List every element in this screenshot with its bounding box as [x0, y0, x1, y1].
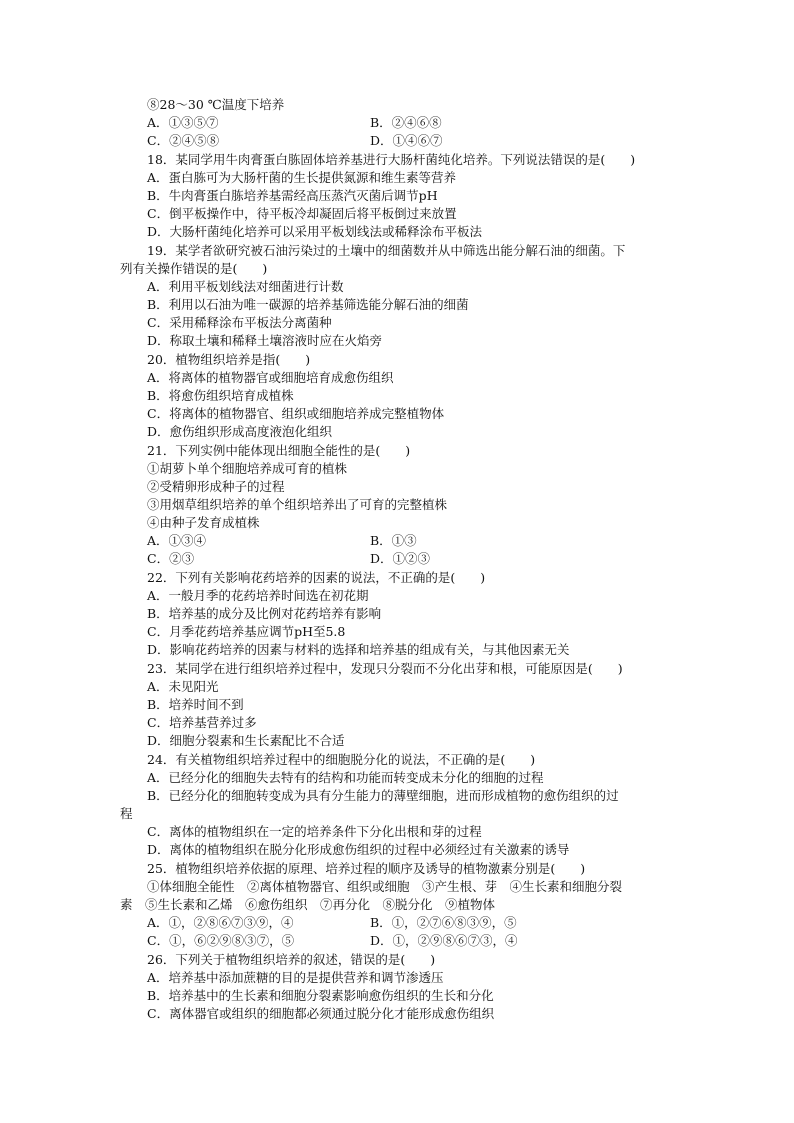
- question-26: 26．下列关于植物组织培养的叙述，错误的是( ): [147, 952, 436, 967]
- question-24: 24．有关植物组织培养过程中的细胞脱分化的说法，不正确的是( ): [147, 752, 536, 767]
- question-19-continued: 列有关操作错误的是( ): [120, 261, 268, 276]
- question-18: 18．某同学用牛肉膏蛋白胨固体培养基进行大肠杆菌纯化培养。下列说法错误的是( ): [147, 152, 636, 167]
- option-b: B．利用以石油为唯一碳源的培养基筛选能分解石油的细菌: [147, 297, 469, 312]
- option-b: B．将愈伤组织培育成植株: [147, 388, 294, 403]
- statement-1: ①胡萝卜单个细胞培养成可育的植株: [147, 461, 348, 476]
- option-c: C．倒平板操作中，待平板冷却凝固后将平板倒过来放置: [147, 206, 457, 221]
- option-d: D．①，②⑨⑧⑥⑦③，④: [370, 933, 518, 948]
- option-a: A．①③④: [147, 533, 207, 548]
- question-22: 22．下列有关影响花药培养的因素的说法，不正确的是( ): [147, 570, 486, 585]
- option-b: B．牛肉膏蛋白胨培养基需经高压蒸汽灭菌后调节pH: [147, 188, 438, 203]
- question-19: 19．某学者欲研究被石油污染过的土壤中的细菌数并从中筛选出能分解石油的细菌。下: [147, 243, 626, 258]
- option-c: C．培养基营养过多: [147, 715, 257, 730]
- option-b: B．①，②⑦⑥⑧③⑨，⑤: [370, 915, 517, 930]
- option-b: B．已经分化的细胞转变成为具有分生能力的薄壁细胞，进而形成植物的愈伤组织的过: [147, 788, 619, 803]
- statement-4: ④由种子发育成植株: [147, 515, 260, 530]
- option-b: B．培养基的成分及比例对花药培养有影响: [147, 606, 382, 621]
- option-c: C．月季花药培养基应调节pH至5.8: [147, 624, 346, 639]
- option-a: A．蛋白胨可为大肠杆菌的生长提供氮源和维生素等营养: [147, 170, 457, 185]
- option-d: D．离体的植物组织在脱分化形成愈伤组织的过程中必须经过有关激素的诱导: [147, 842, 570, 857]
- option-b: B．②④⑥⑧: [370, 115, 442, 130]
- option-c: C．将离体的植物器官、组织或细胞培养成完整植物体: [147, 406, 445, 421]
- option-a: A．①③⑤⑦: [147, 115, 219, 130]
- option-line: ⑧28～30 ℃温度下培养: [147, 97, 285, 112]
- option-a: A．利用平板划线法对细菌进行计数: [147, 279, 344, 294]
- option-b-continued: 程: [120, 806, 133, 821]
- option-c: C．①，⑥②⑨⑧③⑦，⑤: [147, 933, 295, 948]
- question-20: 20．植物组织培养是指( ): [147, 352, 311, 367]
- option-d: D．影响花药培养的因素与材料的选择和培养基的组成有关，与其他因素无关: [147, 642, 570, 657]
- question-25-items-continued: 素 ⑤生长素和乙烯 ⑥愈伤组织 ⑦再分化 ⑧脱分化 ⑨植物体: [120, 897, 496, 912]
- option-a: A．将离体的植物器官或细胞培育成愈伤组织: [147, 370, 394, 385]
- option-c: C．离体器官或组织的细胞都必须通过脱分化才能形成愈伤组织: [147, 1006, 495, 1021]
- statement-2: ②受精卵形成种子的过程: [147, 479, 285, 494]
- question-25: 25．植物组织培养依据的原理、培养过程的顺序及诱导的植物激素分别是( ): [147, 861, 586, 876]
- option-c: C．②③: [147, 551, 195, 566]
- option-a: A．培养基中添加蔗糖的目的是提供营养和调节渗透压: [147, 970, 444, 985]
- option-d: D．大肠杆菌纯化培养可以采用平板划线法或稀释涂布平板法: [147, 224, 483, 239]
- option-b: B．培养时间不到: [147, 697, 244, 712]
- option-a: A．未见阳光: [147, 679, 219, 694]
- option-c: C．②④⑤⑧: [147, 133, 220, 148]
- option-b: B．①③: [370, 533, 417, 548]
- question-25-items: ①体细胞全能性 ②离体植物器官、组织或细胞 ③产生根、芽 ④生长素和细胞分裂: [147, 879, 623, 894]
- question-23: 23．某同学在进行组织培养过程中，发现只分裂而不分化出芽和根，可能原因是( ): [147, 661, 623, 676]
- statement-3: ③用烟草组织培养的单个组织培养出了可育的完整植株: [147, 497, 448, 512]
- option-d: D．①②③: [370, 551, 431, 566]
- option-b: B．培养基中的生长素和细胞分裂素影响愈伤组织的生长和分化: [147, 988, 494, 1003]
- option-c: C．离体的植物组织在一定的培养条件下分化出根和芽的过程: [147, 824, 482, 839]
- question-21: 21．下列实例中能体现出细胞全能性的是( ): [147, 443, 411, 458]
- option-d: D．①④⑥⑦: [370, 133, 443, 148]
- option-c: C．采用稀释涂布平板法分离菌种: [147, 315, 332, 330]
- option-a: A．一般月季的花药培养时间选在初花期: [147, 588, 369, 603]
- option-d: D．称取土壤和稀释土壤溶液时应在火焰旁: [147, 333, 383, 348]
- option-d: D．愈伤组织形成高度液泡化组织: [147, 424, 333, 439]
- option-a: A．①，②⑧⑥⑦③⑨，④: [147, 915, 294, 930]
- option-d: D．细胞分裂素和生长素配比不合适: [147, 733, 345, 748]
- option-a: A．已经分化的细胞失去特有的结构和功能而转变成未分化的细胞的过程: [147, 770, 544, 785]
